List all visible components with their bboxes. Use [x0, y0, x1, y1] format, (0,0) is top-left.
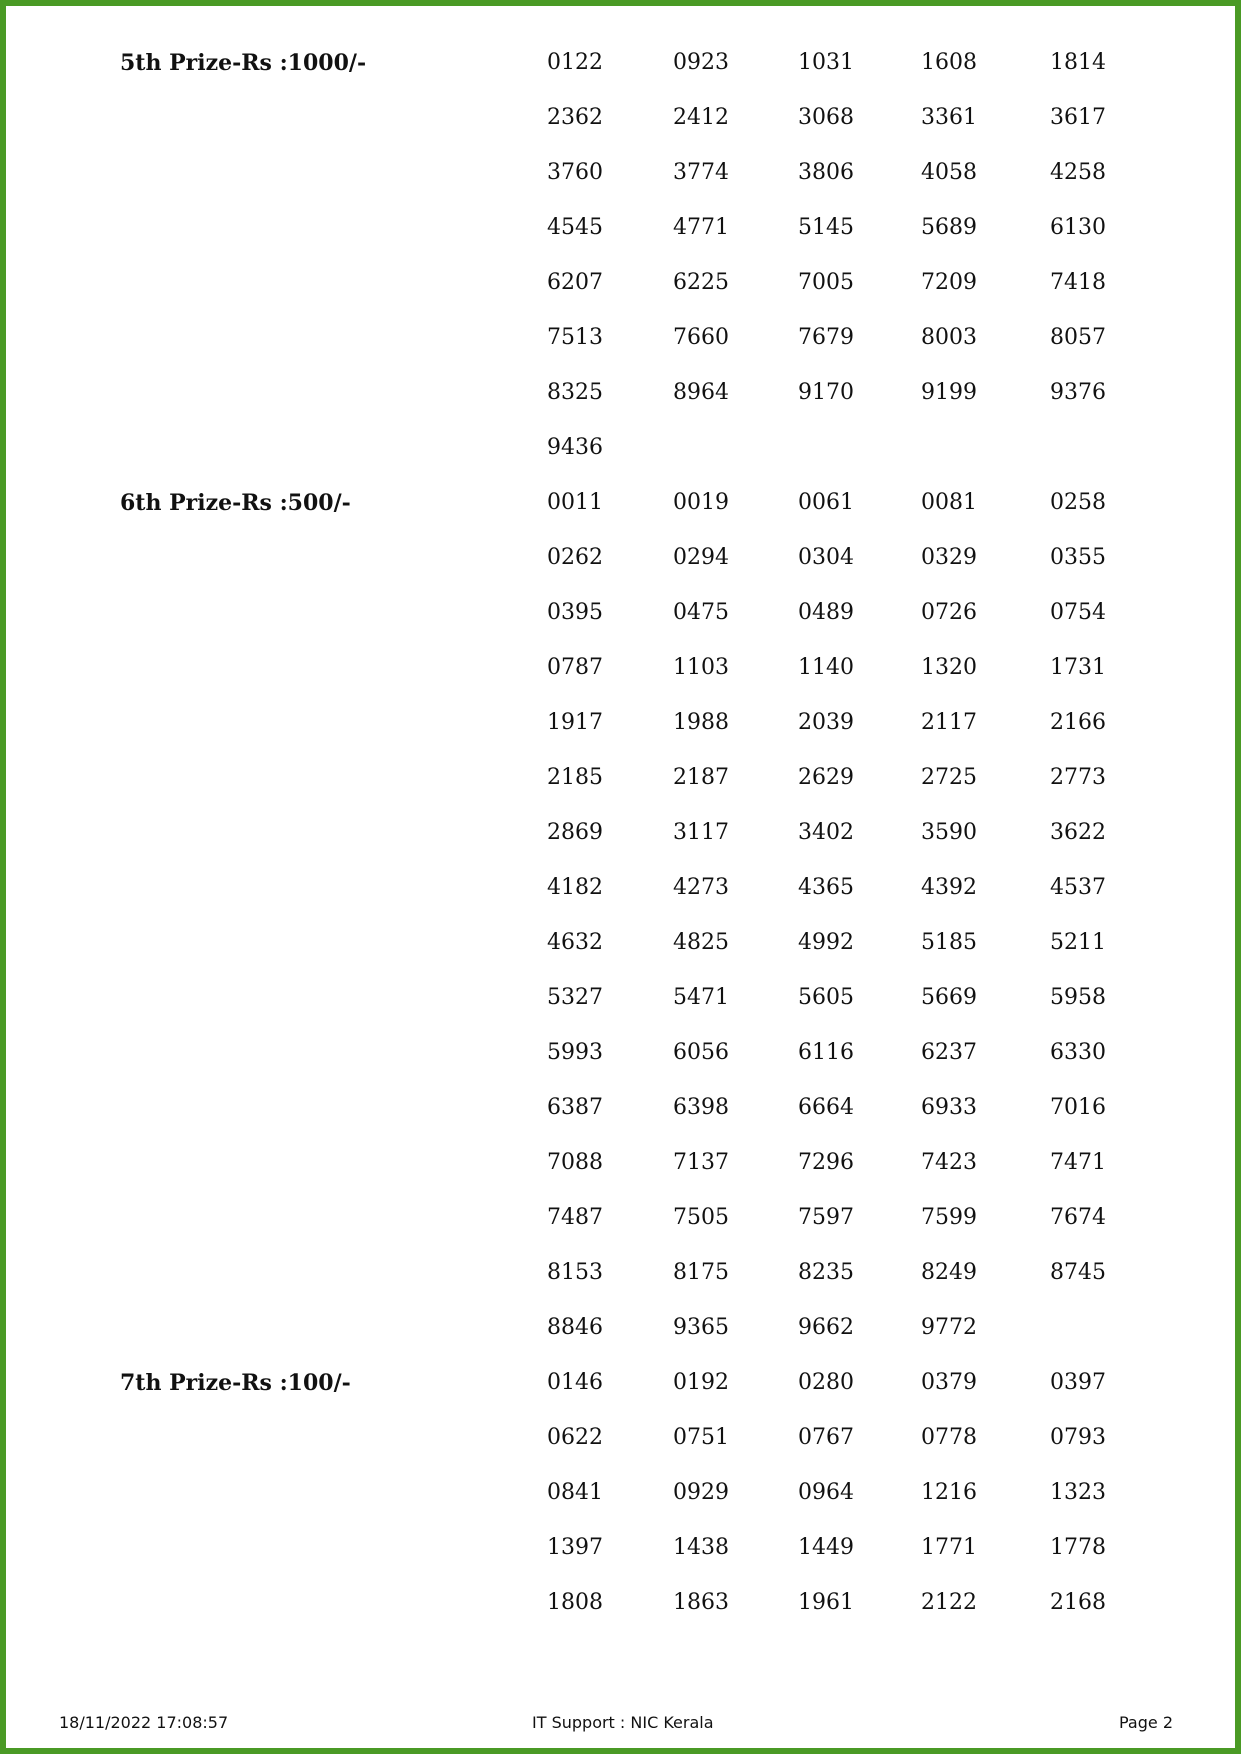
ticket-number: 2725: [921, 765, 977, 790]
ticket-number: 1988: [673, 710, 729, 735]
ticket-number: 0395: [547, 600, 603, 625]
ticket-number: 4058: [921, 160, 977, 185]
ticket-number: 2185: [547, 765, 603, 790]
ticket-number: 7209: [921, 270, 977, 295]
ticket-number: 0192: [673, 1370, 729, 1395]
ticket-number: 5145: [798, 215, 854, 240]
ticket-number: 1778: [1050, 1535, 1106, 1560]
ticket-number: 4182: [547, 875, 603, 900]
ticket-number: 6207: [547, 270, 603, 295]
ticket-number: 0622: [547, 1425, 603, 1450]
ticket-number: 0489: [798, 600, 854, 625]
ticket-number: 6237: [921, 1040, 977, 1065]
ticket-number: 2869: [547, 820, 603, 845]
prize-label: 7th Prize-Rs :100/-: [120, 1370, 351, 1396]
ticket-number: 0726: [921, 600, 977, 625]
ticket-number: 6664: [798, 1095, 854, 1120]
ticket-number: 5993: [547, 1040, 603, 1065]
ticket-number: 1438: [673, 1535, 729, 1560]
ticket-number: 8175: [673, 1260, 729, 1285]
ticket-number: 1031: [798, 50, 854, 75]
ticket-number: 9772: [921, 1315, 977, 1340]
ticket-number: 2166: [1050, 710, 1106, 735]
ticket-number: 7660: [673, 325, 729, 350]
ticket-number: 0061: [798, 490, 854, 515]
ticket-number: 6330: [1050, 1040, 1106, 1065]
ticket-number: 7513: [547, 325, 603, 350]
ticket-number: 0146: [547, 1370, 603, 1395]
ticket-number: 3806: [798, 160, 854, 185]
ticket-number: 0262: [547, 545, 603, 570]
ticket-number: 7423: [921, 1150, 977, 1175]
footer-support: IT Support : NIC Kerala: [532, 1713, 714, 1732]
ticket-number: 1961: [798, 1590, 854, 1615]
ticket-number: 0923: [673, 50, 729, 75]
ticket-number: 7471: [1050, 1150, 1106, 1175]
ticket-number: 0122: [547, 50, 603, 75]
ticket-number: 0929: [673, 1480, 729, 1505]
ticket-number: 8235: [798, 1260, 854, 1285]
ticket-number: 4825: [673, 930, 729, 955]
ticket-number: 0329: [921, 545, 977, 570]
ticket-number: 4392: [921, 875, 977, 900]
ticket-number: 6225: [673, 270, 729, 295]
ticket-number: 0767: [798, 1425, 854, 1450]
ticket-number: 9436: [547, 435, 603, 460]
ticket-number: 0841: [547, 1480, 603, 1505]
ticket-number: 2629: [798, 765, 854, 790]
ticket-number: 0475: [673, 600, 729, 625]
ticket-number: 7599: [921, 1205, 977, 1230]
ticket-number: 5471: [673, 985, 729, 1010]
ticket-number: 8249: [921, 1260, 977, 1285]
footer-timestamp: 18/11/2022 17:08:57: [59, 1713, 229, 1732]
ticket-number: 9199: [921, 380, 977, 405]
ticket-number: 2168: [1050, 1590, 1106, 1615]
ticket-number: 0258: [1050, 490, 1106, 515]
ticket-number: 4273: [673, 875, 729, 900]
ticket-number: 4771: [673, 215, 729, 240]
ticket-number: 1140: [798, 655, 854, 680]
ticket-number: 0081: [921, 490, 977, 515]
footer-page-number: Page 2: [1119, 1713, 1173, 1732]
ticket-number: 0754: [1050, 600, 1106, 625]
ticket-number: 7487: [547, 1205, 603, 1230]
ticket-number: 5958: [1050, 985, 1106, 1010]
ticket-number: 8003: [921, 325, 977, 350]
ticket-number: 7005: [798, 270, 854, 295]
ticket-number: 1814: [1050, 50, 1106, 75]
ticket-number: 1449: [798, 1535, 854, 1560]
ticket-number: 2187: [673, 765, 729, 790]
ticket-number: 1917: [547, 710, 603, 735]
ticket-number: 1397: [547, 1535, 603, 1560]
ticket-number: 4992: [798, 930, 854, 955]
ticket-number: 8153: [547, 1260, 603, 1285]
ticket-number: 0964: [798, 1480, 854, 1505]
ticket-number: 7296: [798, 1150, 854, 1175]
ticket-number: 5689: [921, 215, 977, 240]
prize-label: 6th Prize-Rs :500/-: [120, 490, 351, 516]
ticket-number: 0280: [798, 1370, 854, 1395]
ticket-number: 7418: [1050, 270, 1106, 295]
ticket-number: 0778: [921, 1425, 977, 1450]
ticket-number: 6130: [1050, 215, 1106, 240]
ticket-number: 4537: [1050, 875, 1106, 900]
ticket-number: 8325: [547, 380, 603, 405]
ticket-number: 6116: [798, 1040, 854, 1065]
ticket-number: 7597: [798, 1205, 854, 1230]
ticket-number: 9662: [798, 1315, 854, 1340]
ticket-number: 3402: [798, 820, 854, 845]
ticket-number: 1216: [921, 1480, 977, 1505]
ticket-number: 4258: [1050, 160, 1106, 185]
ticket-number: 3117: [673, 820, 729, 845]
ticket-number: 0011: [547, 490, 603, 515]
ticket-number: 3068: [798, 105, 854, 130]
ticket-number: 3361: [921, 105, 977, 130]
ticket-number: 7679: [798, 325, 854, 350]
ticket-number: 2039: [798, 710, 854, 735]
ticket-number: 9170: [798, 380, 854, 405]
ticket-number: 8964: [673, 380, 729, 405]
ticket-number: 3774: [673, 160, 729, 185]
ticket-number: 2362: [547, 105, 603, 130]
ticket-number: 1103: [673, 655, 729, 680]
ticket-number: 4632: [547, 930, 603, 955]
ticket-number: 5211: [1050, 930, 1106, 955]
ticket-number: 0787: [547, 655, 603, 680]
ticket-number: 9376: [1050, 380, 1106, 405]
ticket-number: 2412: [673, 105, 729, 130]
ticket-number: 3590: [921, 820, 977, 845]
ticket-number: 8057: [1050, 325, 1106, 350]
ticket-number: 6387: [547, 1095, 603, 1120]
ticket-number: 1731: [1050, 655, 1106, 680]
ticket-number: 5669: [921, 985, 977, 1010]
ticket-number: 0355: [1050, 545, 1106, 570]
prize-label: 5th Prize-Rs :1000/-: [120, 50, 367, 76]
ticket-number: 1863: [673, 1590, 729, 1615]
ticket-number: 0019: [673, 490, 729, 515]
ticket-number: 4545: [547, 215, 603, 240]
ticket-number: 0397: [1050, 1370, 1106, 1395]
ticket-number: 6933: [921, 1095, 977, 1120]
ticket-number: 2773: [1050, 765, 1106, 790]
ticket-number: 4365: [798, 875, 854, 900]
ticket-number: 1771: [921, 1535, 977, 1560]
ticket-number: 0793: [1050, 1425, 1106, 1450]
ticket-number: 5605: [798, 985, 854, 1010]
ticket-number: 7016: [1050, 1095, 1106, 1120]
ticket-number: 5185: [921, 930, 977, 955]
ticket-number: 3760: [547, 160, 603, 185]
ticket-number: 0751: [673, 1425, 729, 1450]
ticket-number: 2117: [921, 710, 977, 735]
ticket-number: 8745: [1050, 1260, 1106, 1285]
ticket-number: 7137: [673, 1150, 729, 1175]
ticket-number: 1808: [547, 1590, 603, 1615]
ticket-number: 5327: [547, 985, 603, 1010]
ticket-number: 1320: [921, 655, 977, 680]
ticket-number: 7674: [1050, 1205, 1106, 1230]
ticket-number: 0379: [921, 1370, 977, 1395]
ticket-number: 0304: [798, 545, 854, 570]
ticket-number: 6398: [673, 1095, 729, 1120]
ticket-number: 3617: [1050, 105, 1106, 130]
ticket-number: 3622: [1050, 820, 1106, 845]
ticket-number: 1608: [921, 50, 977, 75]
ticket-number: 8846: [547, 1315, 603, 1340]
ticket-number: 9365: [673, 1315, 729, 1340]
ticket-number: 6056: [673, 1040, 729, 1065]
ticket-number: 2122: [921, 1590, 977, 1615]
ticket-number: 0294: [673, 545, 729, 570]
ticket-number: 1323: [1050, 1480, 1106, 1505]
ticket-number: 7088: [547, 1150, 603, 1175]
ticket-number: 7505: [673, 1205, 729, 1230]
